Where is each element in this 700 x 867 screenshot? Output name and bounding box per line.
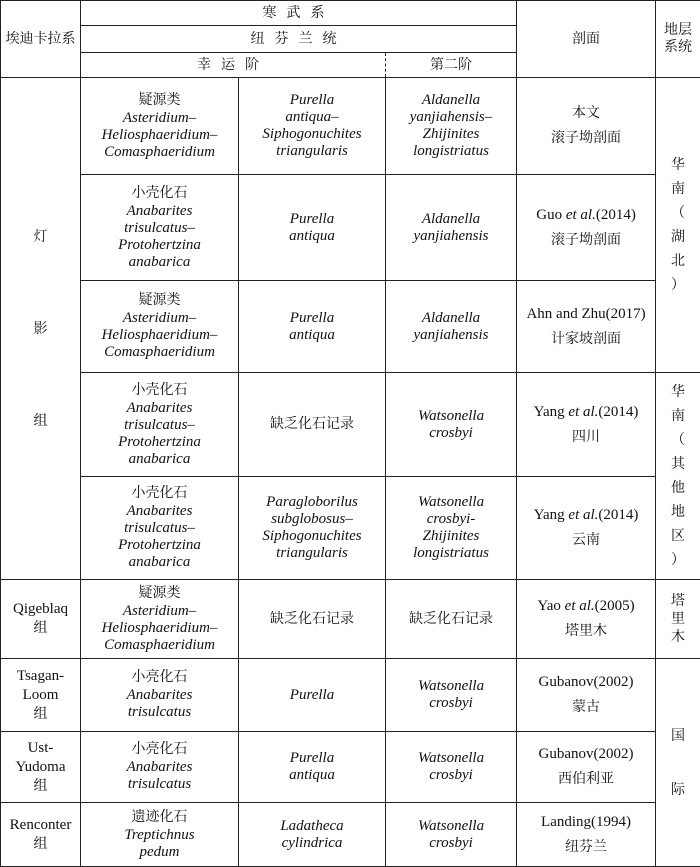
table-row bbox=[1, 477, 700, 580]
international-char: 国 bbox=[671, 727, 686, 744]
formation-name: 组 bbox=[33, 705, 48, 722]
ediacaran-biozone bbox=[81, 175, 239, 281]
south-china-hubei-char: ） bbox=[671, 277, 686, 293]
ediacaran-biozone bbox=[81, 281, 239, 373]
formation-name: Qigeblaq bbox=[13, 601, 68, 617]
no-record-text: 缺乏化石记录 bbox=[270, 416, 354, 432]
fortunian-biozone bbox=[239, 175, 386, 281]
formation-cell bbox=[1, 580, 81, 659]
reference bbox=[519, 746, 653, 763]
table-body bbox=[1, 78, 700, 867]
formation-name: 组 bbox=[33, 620, 48, 636]
fortunian-biozone bbox=[239, 659, 386, 732]
section-cell bbox=[517, 477, 656, 580]
taxon-line: Treptichnus bbox=[124, 826, 195, 843]
stage2-taxon-line: longistriatus bbox=[413, 545, 489, 561]
formation-name: 组 bbox=[33, 835, 48, 852]
header-fortunian: 幸运阶 bbox=[81, 53, 386, 78]
stage2-biozone bbox=[386, 477, 517, 580]
stage2-biozone bbox=[386, 732, 517, 803]
reference-author: Ahn and Zhu bbox=[526, 305, 606, 322]
fortunian-taxon-line: Ladatheca bbox=[280, 817, 344, 834]
taxon-line: Protohertzina bbox=[118, 433, 201, 450]
section-name: 西伯利亚 bbox=[558, 771, 615, 787]
stage2-biozone bbox=[386, 373, 517, 477]
taxon-line: Comasphaeridium bbox=[104, 636, 215, 653]
taxon-line: pedum bbox=[139, 843, 180, 860]
no-record-text: 缺乏化石记录 bbox=[409, 610, 494, 627]
reference-etal: et al. bbox=[568, 403, 599, 420]
dengying-char: 灯 bbox=[33, 228, 48, 245]
stage2-taxon-line: crosbyi bbox=[429, 834, 473, 851]
tarim-char: 木 bbox=[671, 629, 686, 645]
fossil-category: 疑源类 bbox=[138, 584, 181, 601]
fortunian-taxon-line: antiqua bbox=[289, 227, 335, 244]
taxon-line: Asteridium– bbox=[122, 310, 197, 326]
formation-name: 组 bbox=[33, 777, 48, 794]
table-row bbox=[1, 281, 700, 373]
formation-name: Yudoma bbox=[15, 758, 66, 775]
fortunian-taxon-line: Purella bbox=[289, 309, 335, 326]
section-cell bbox=[517, 281, 656, 373]
formation-name: Loom bbox=[22, 686, 59, 703]
fossil-category: 小壳化石 bbox=[131, 485, 188, 501]
section-name: 滚子坳剖面 bbox=[551, 130, 622, 146]
stage2-taxon-line: Watsonella bbox=[417, 678, 485, 694]
stage2-taxon-line: yanjiahensis– bbox=[409, 109, 493, 125]
ediacaran-biozone bbox=[81, 373, 239, 477]
stage2-taxon-line: Zhijinites bbox=[422, 126, 480, 142]
fossil-category: 小壳化石 bbox=[131, 381, 188, 398]
stage2-taxon-line: Zhijinites bbox=[422, 528, 480, 544]
reference-year: (2014) bbox=[598, 507, 639, 523]
reference-year: (2014) bbox=[595, 206, 636, 223]
stage2-taxon-line: yanjiahensis bbox=[413, 326, 489, 343]
taxon-line: anabarica bbox=[128, 253, 191, 270]
section-name: 云南 bbox=[572, 532, 601, 548]
reference-year: (2002) bbox=[593, 674, 634, 690]
south-china-hubei-char: 湖 bbox=[671, 229, 686, 245]
ediacaran-biozone bbox=[81, 78, 239, 175]
fortunian-taxon-line: antiqua bbox=[289, 326, 335, 343]
section-name: 塔里木 bbox=[565, 623, 608, 639]
formation-cell bbox=[1, 659, 81, 732]
taxon-line: trisulcatus– bbox=[124, 520, 195, 536]
south-china-other-char: 区 bbox=[671, 528, 686, 544]
reference-author: Guo bbox=[536, 206, 566, 223]
south-china-other-char: 华 bbox=[671, 384, 686, 400]
formation-cell bbox=[1, 803, 81, 867]
reference bbox=[519, 507, 653, 524]
stage2-biozone bbox=[386, 175, 517, 281]
taxon-line: Anabarites bbox=[126, 202, 193, 219]
reference-etal: et al. bbox=[565, 206, 596, 223]
fossil-category: 遗迹化石 bbox=[131, 808, 188, 825]
taxon-line: anabarica bbox=[128, 450, 191, 467]
fortunian-biozone bbox=[239, 732, 386, 803]
reference bbox=[519, 814, 653, 831]
header-strat-system: 地层系统 bbox=[656, 1, 700, 78]
taxon-line: Anabarites bbox=[126, 687, 193, 703]
taxon-line: Protohertzina bbox=[118, 236, 201, 253]
fossil-category: 小亮化石 bbox=[131, 669, 188, 685]
fortunian-taxon-line: subglobosus– bbox=[271, 511, 353, 527]
section-cell bbox=[517, 659, 656, 732]
stage2-taxon-line: Aldanella bbox=[421, 210, 481, 227]
reference-author: Yang bbox=[533, 403, 569, 420]
fortunian-biozone bbox=[239, 373, 386, 477]
reference-year: (2014) bbox=[598, 403, 639, 420]
reference-year: (2017) bbox=[605, 305, 646, 322]
reference: 本文 bbox=[572, 105, 601, 121]
reference-etal: et al. bbox=[564, 598, 595, 614]
table-row bbox=[1, 580, 700, 659]
no-record-text: 缺乏化石记录 bbox=[270, 610, 354, 627]
taxon-line: anabarica bbox=[128, 554, 191, 570]
stage2-taxon-line: Watsonella bbox=[417, 750, 485, 766]
section-cell bbox=[517, 580, 656, 659]
header-ediacaran: 埃迪卡拉系 bbox=[1, 1, 81, 78]
taxon-line: trisulcatus bbox=[127, 704, 192, 720]
international-char: 际 bbox=[671, 781, 686, 798]
south-china-other-char: 其 bbox=[671, 456, 686, 472]
reference-author: Landing bbox=[541, 813, 592, 830]
tarim-char: 里 bbox=[671, 611, 686, 627]
section-cell bbox=[517, 732, 656, 803]
south-china-other-char: 地 bbox=[671, 504, 686, 520]
taxon-line: Heliosphaeridium– bbox=[101, 126, 218, 143]
fortunian-taxon-line: Siphogonuchites bbox=[262, 528, 362, 544]
fortunian-taxon-line: antiqua– bbox=[285, 109, 339, 125]
stage2-taxon-line: longistriatus bbox=[413, 143, 489, 159]
stage2-taxon-line: crosbyi bbox=[429, 424, 473, 441]
stage2-biozone bbox=[386, 659, 517, 732]
fortunian-biozone bbox=[239, 477, 386, 580]
fortunian-taxon-line: triangularis bbox=[276, 545, 348, 561]
section-cell bbox=[517, 373, 656, 477]
stage2-taxon-line: Aldanella bbox=[421, 309, 481, 326]
taxon-line: trisulcatus– bbox=[124, 219, 195, 236]
south-china-hubei-char: 北 bbox=[671, 253, 686, 269]
taxon-line: Anabarites bbox=[126, 759, 193, 775]
taxon-line: Heliosphaeridium– bbox=[101, 619, 218, 636]
taxon-line: Asteridium– bbox=[122, 602, 197, 619]
taxon-line: Comasphaeridium bbox=[104, 344, 215, 360]
fortunian-biozone bbox=[239, 580, 386, 659]
reference bbox=[519, 674, 653, 691]
table-row bbox=[1, 175, 700, 281]
reference bbox=[519, 207, 653, 224]
section-cell bbox=[517, 803, 656, 867]
south-china-other-char: ） bbox=[671, 552, 686, 568]
fossil-category: 疑源类 bbox=[138, 292, 181, 308]
fortunian-taxon-line: antiqua bbox=[289, 767, 335, 783]
formation-cell bbox=[1, 732, 81, 803]
ediacaran-biozone bbox=[81, 477, 239, 580]
stage2-taxon-line: Watsonella bbox=[417, 494, 485, 510]
reference-author: Gubanov bbox=[538, 674, 594, 690]
reference bbox=[519, 404, 653, 421]
fortunian-taxon-line: Purella bbox=[289, 92, 335, 108]
taxon-line: Asteridium– bbox=[122, 109, 197, 126]
ediacaran-biozone bbox=[81, 732, 239, 803]
south-china-other-char: 南 bbox=[671, 408, 686, 424]
taxon-line: trisulcatus– bbox=[124, 416, 195, 433]
table-row bbox=[1, 373, 700, 477]
stage2-biozone bbox=[386, 803, 517, 867]
south-china-hubei-char: 华 bbox=[671, 157, 686, 173]
section-cell bbox=[517, 78, 656, 175]
stage2-biozone bbox=[386, 78, 517, 175]
fossil-category: 小亮化石 bbox=[131, 741, 188, 757]
section-name: 纽芬兰 bbox=[565, 838, 608, 855]
reference-year: (2002) bbox=[593, 746, 634, 762]
header-terreneuvian: 纽芬兰统 bbox=[81, 26, 517, 53]
fortunian-taxon-line: Purella bbox=[289, 686, 335, 703]
header-section: 剖面 bbox=[517, 1, 656, 78]
section-name: 四川 bbox=[572, 428, 601, 445]
fortunian-taxon-line: cylindrica bbox=[281, 834, 343, 851]
south-china-other-region bbox=[656, 373, 700, 580]
stage2-biozone bbox=[386, 580, 517, 659]
reference-author: Yang bbox=[533, 507, 569, 523]
dengying-formation bbox=[1, 78, 81, 580]
taxon-line: trisulcatus bbox=[127, 776, 192, 792]
ediacaran-biozone bbox=[81, 803, 239, 867]
fortunian-taxon-line: Paragloborilus bbox=[266, 494, 358, 510]
stage2-taxon-line: yanjiahensis bbox=[413, 227, 489, 244]
reference-year: (1994) bbox=[591, 813, 632, 830]
taxon-line: Anabarites bbox=[126, 503, 193, 519]
header-stage2: 第二阶 bbox=[386, 53, 517, 78]
stage2-taxon-line: crosbyi- bbox=[426, 511, 476, 527]
table-row bbox=[1, 78, 700, 175]
header-cambrian: 寒武系 bbox=[81, 1, 517, 26]
ediacaran-biozone bbox=[81, 580, 239, 659]
fortunian-taxon-line: Purella bbox=[289, 750, 335, 766]
section-cell bbox=[517, 175, 656, 281]
fossil-category: 疑源类 bbox=[138, 91, 181, 108]
section-name: 蒙古 bbox=[572, 699, 601, 715]
stage2-taxon-line: crosbyi bbox=[429, 695, 473, 711]
formation-name: Tsagan- bbox=[16, 667, 65, 684]
stage2-taxon-line: Aldanella bbox=[421, 92, 481, 108]
south-china-other-char: 他 bbox=[671, 480, 686, 496]
reference bbox=[519, 306, 653, 323]
table-row bbox=[1, 803, 700, 867]
fortunian-taxon-line: Siphogonuchites bbox=[262, 126, 362, 142]
reference-year: (2005) bbox=[594, 598, 635, 614]
fortunian-biozone bbox=[239, 281, 386, 373]
international-region bbox=[656, 659, 700, 867]
formation-name: Renconter bbox=[9, 816, 72, 833]
stage2-taxon-line: Watsonella bbox=[417, 407, 485, 424]
taxon-line: Heliosphaeridium– bbox=[101, 327, 218, 343]
stage2-taxon-line: Watsonella bbox=[417, 817, 485, 834]
section-name: 计家坡剖面 bbox=[551, 330, 622, 347]
tarim-char: 塔 bbox=[671, 593, 686, 609]
south-china-hubei-region bbox=[656, 78, 700, 373]
table-row bbox=[1, 732, 700, 803]
stage2-taxon-line: crosbyi bbox=[429, 767, 473, 783]
ediacaran-biozone bbox=[81, 659, 239, 732]
tarim-region bbox=[656, 580, 700, 659]
section-name: 滚子坳剖面 bbox=[551, 231, 622, 248]
reference-etal: et al. bbox=[568, 507, 599, 523]
taxon-line: Comasphaeridium bbox=[104, 143, 215, 160]
taxon-line: Anabarites bbox=[126, 399, 193, 416]
dengying-char: 组 bbox=[33, 412, 48, 429]
south-china-hubei-char: （ bbox=[671, 205, 686, 221]
south-china-other-char: （ bbox=[671, 432, 686, 448]
fortunian-biozone bbox=[239, 78, 386, 175]
fortunian-taxon-line: triangularis bbox=[276, 143, 348, 159]
reference-author: Yao bbox=[537, 598, 565, 614]
fortunian-taxon-line: Purella bbox=[289, 210, 335, 227]
formation-name: Ust- bbox=[27, 739, 54, 756]
dengying-char: 影 bbox=[33, 320, 48, 337]
south-china-hubei-char: 南 bbox=[671, 181, 686, 197]
reference-author: Gubanov bbox=[538, 746, 594, 762]
stage2-biozone bbox=[386, 281, 517, 373]
fortunian-biozone bbox=[239, 803, 386, 867]
fossil-category: 小壳化石 bbox=[131, 184, 188, 201]
reference bbox=[519, 598, 653, 615]
taxon-line: Protohertzina bbox=[118, 537, 201, 553]
table-row bbox=[1, 659, 700, 732]
